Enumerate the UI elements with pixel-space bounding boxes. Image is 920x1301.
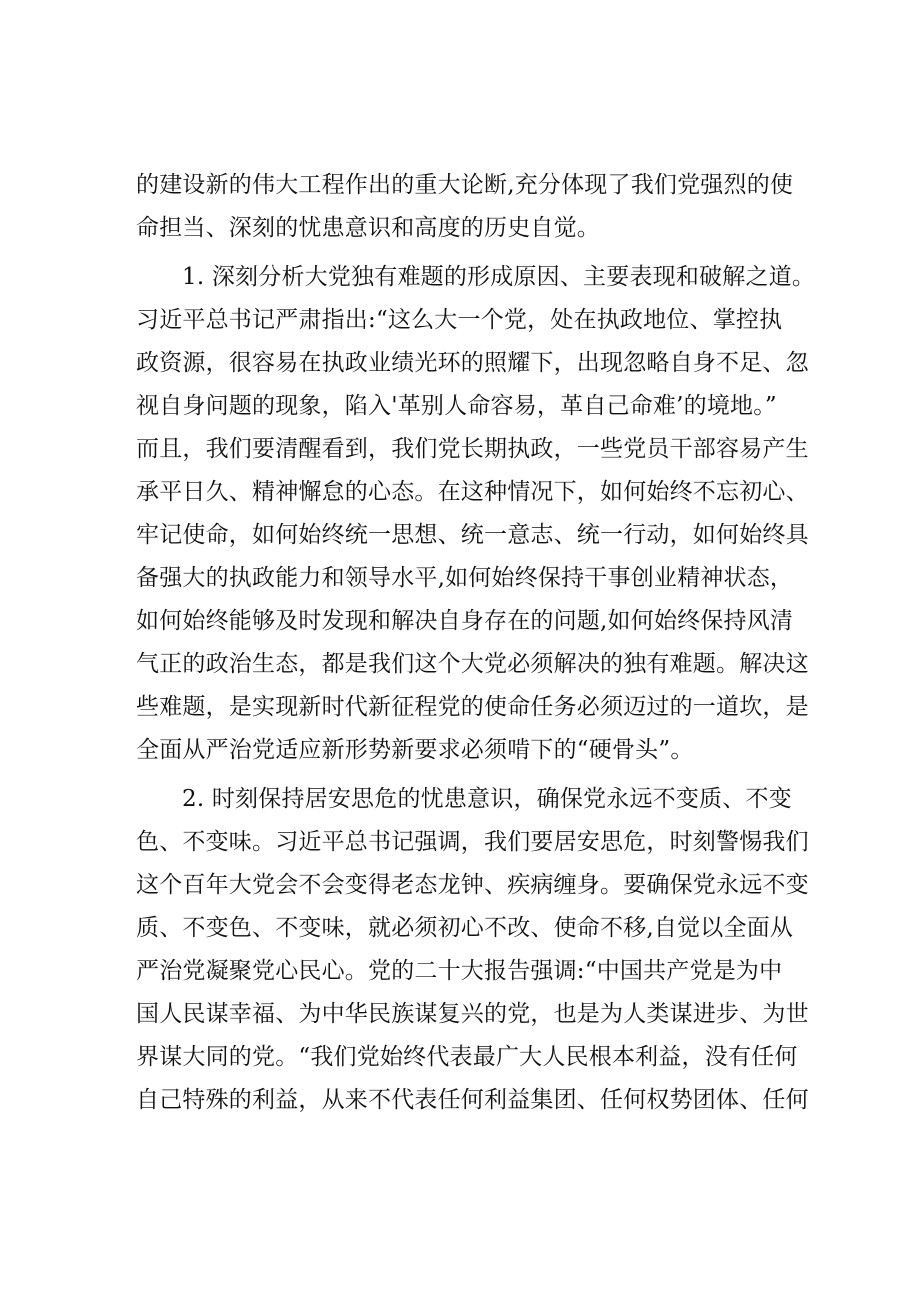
text-line: 习近平总书记严肃指出:“这么大一个党，处在执政地位、掌控执 [136, 307, 783, 333]
text-line: 这个百年大党会不会变得老态龙钟、疾病缠身。要确保党永远不变 [136, 872, 809, 898]
text-line: 牢记使命，如何始终统一思想、统一意志、统一行动，如何始终具 [136, 522, 809, 548]
text-line: 自己特殊的利益，从来不代表任何利益集团、任何权势团体、任何 [136, 1087, 809, 1113]
text-line: 气正的政治生态，都是我们这个大党必须解决的独有难题。解决这 [136, 651, 809, 677]
text-line: 承平日久、精神懈怠的心态。在这种情况下，如何始终不忘初心、 [136, 479, 809, 505]
text-line: 界谋大同的党。“我们党始终代表最广大人民根本利益，没有任何 [136, 1044, 798, 1070]
text-line: 政资源，很容易在执政业绩光环的照耀下，出现忽略自身不足、忽 [136, 350, 809, 376]
text-line: 而且，我们要清醒看到，我们党长期执政，一些党员干部容易产生 [136, 436, 809, 462]
text-line: 视自身问题的现象，陷入'革别人命容易，革自己命难’的境地。” [136, 393, 777, 419]
text-line: 国人民谋幸福、为中华民族谋复兴的党，也是为人类谋进步、为世 [136, 1001, 809, 1027]
text-line: 2. 时刻保持居安思危的忧患意识，确保党永远不变质、不变 [182, 786, 792, 812]
text-line: 色、不变味。习近平总书记强调，我们要居安思危，时刻警惕我们 [136, 829, 809, 855]
text-line: 些难题，是实现新时代新征程党的使命任务必须迈过的一道坎，是 [136, 694, 809, 720]
text-line: 命担当、深刻的忧患意识和高度的历史自觉。 [136, 215, 600, 241]
text-line: 质、不变色、不变味，就必须初心不改、使命不移,自觉以全面从 [136, 915, 794, 941]
text-line: 严治党凝聚党心民心。党的二十大报告强调:“中国共产党是为中 [136, 958, 783, 984]
text-line: 全面从严治党适应新形势新要求必须啃下的“硬骨头”。 [136, 737, 694, 763]
text-line: 备强大的执政能力和领导水平,如何始终保持干事创业精神状态， [136, 565, 794, 591]
text-line: 的建设新的伟大工程作出的重大论断,充分体现了我们党强烈的使 [136, 172, 794, 198]
text-line: 1. 深刻分析大党独有难题的形成原因、主要表现和破解之道。 [182, 264, 816, 290]
text-line: 如何始终能够及时发现和解决自身存在的问题,如何始终保持风清 [136, 608, 794, 634]
